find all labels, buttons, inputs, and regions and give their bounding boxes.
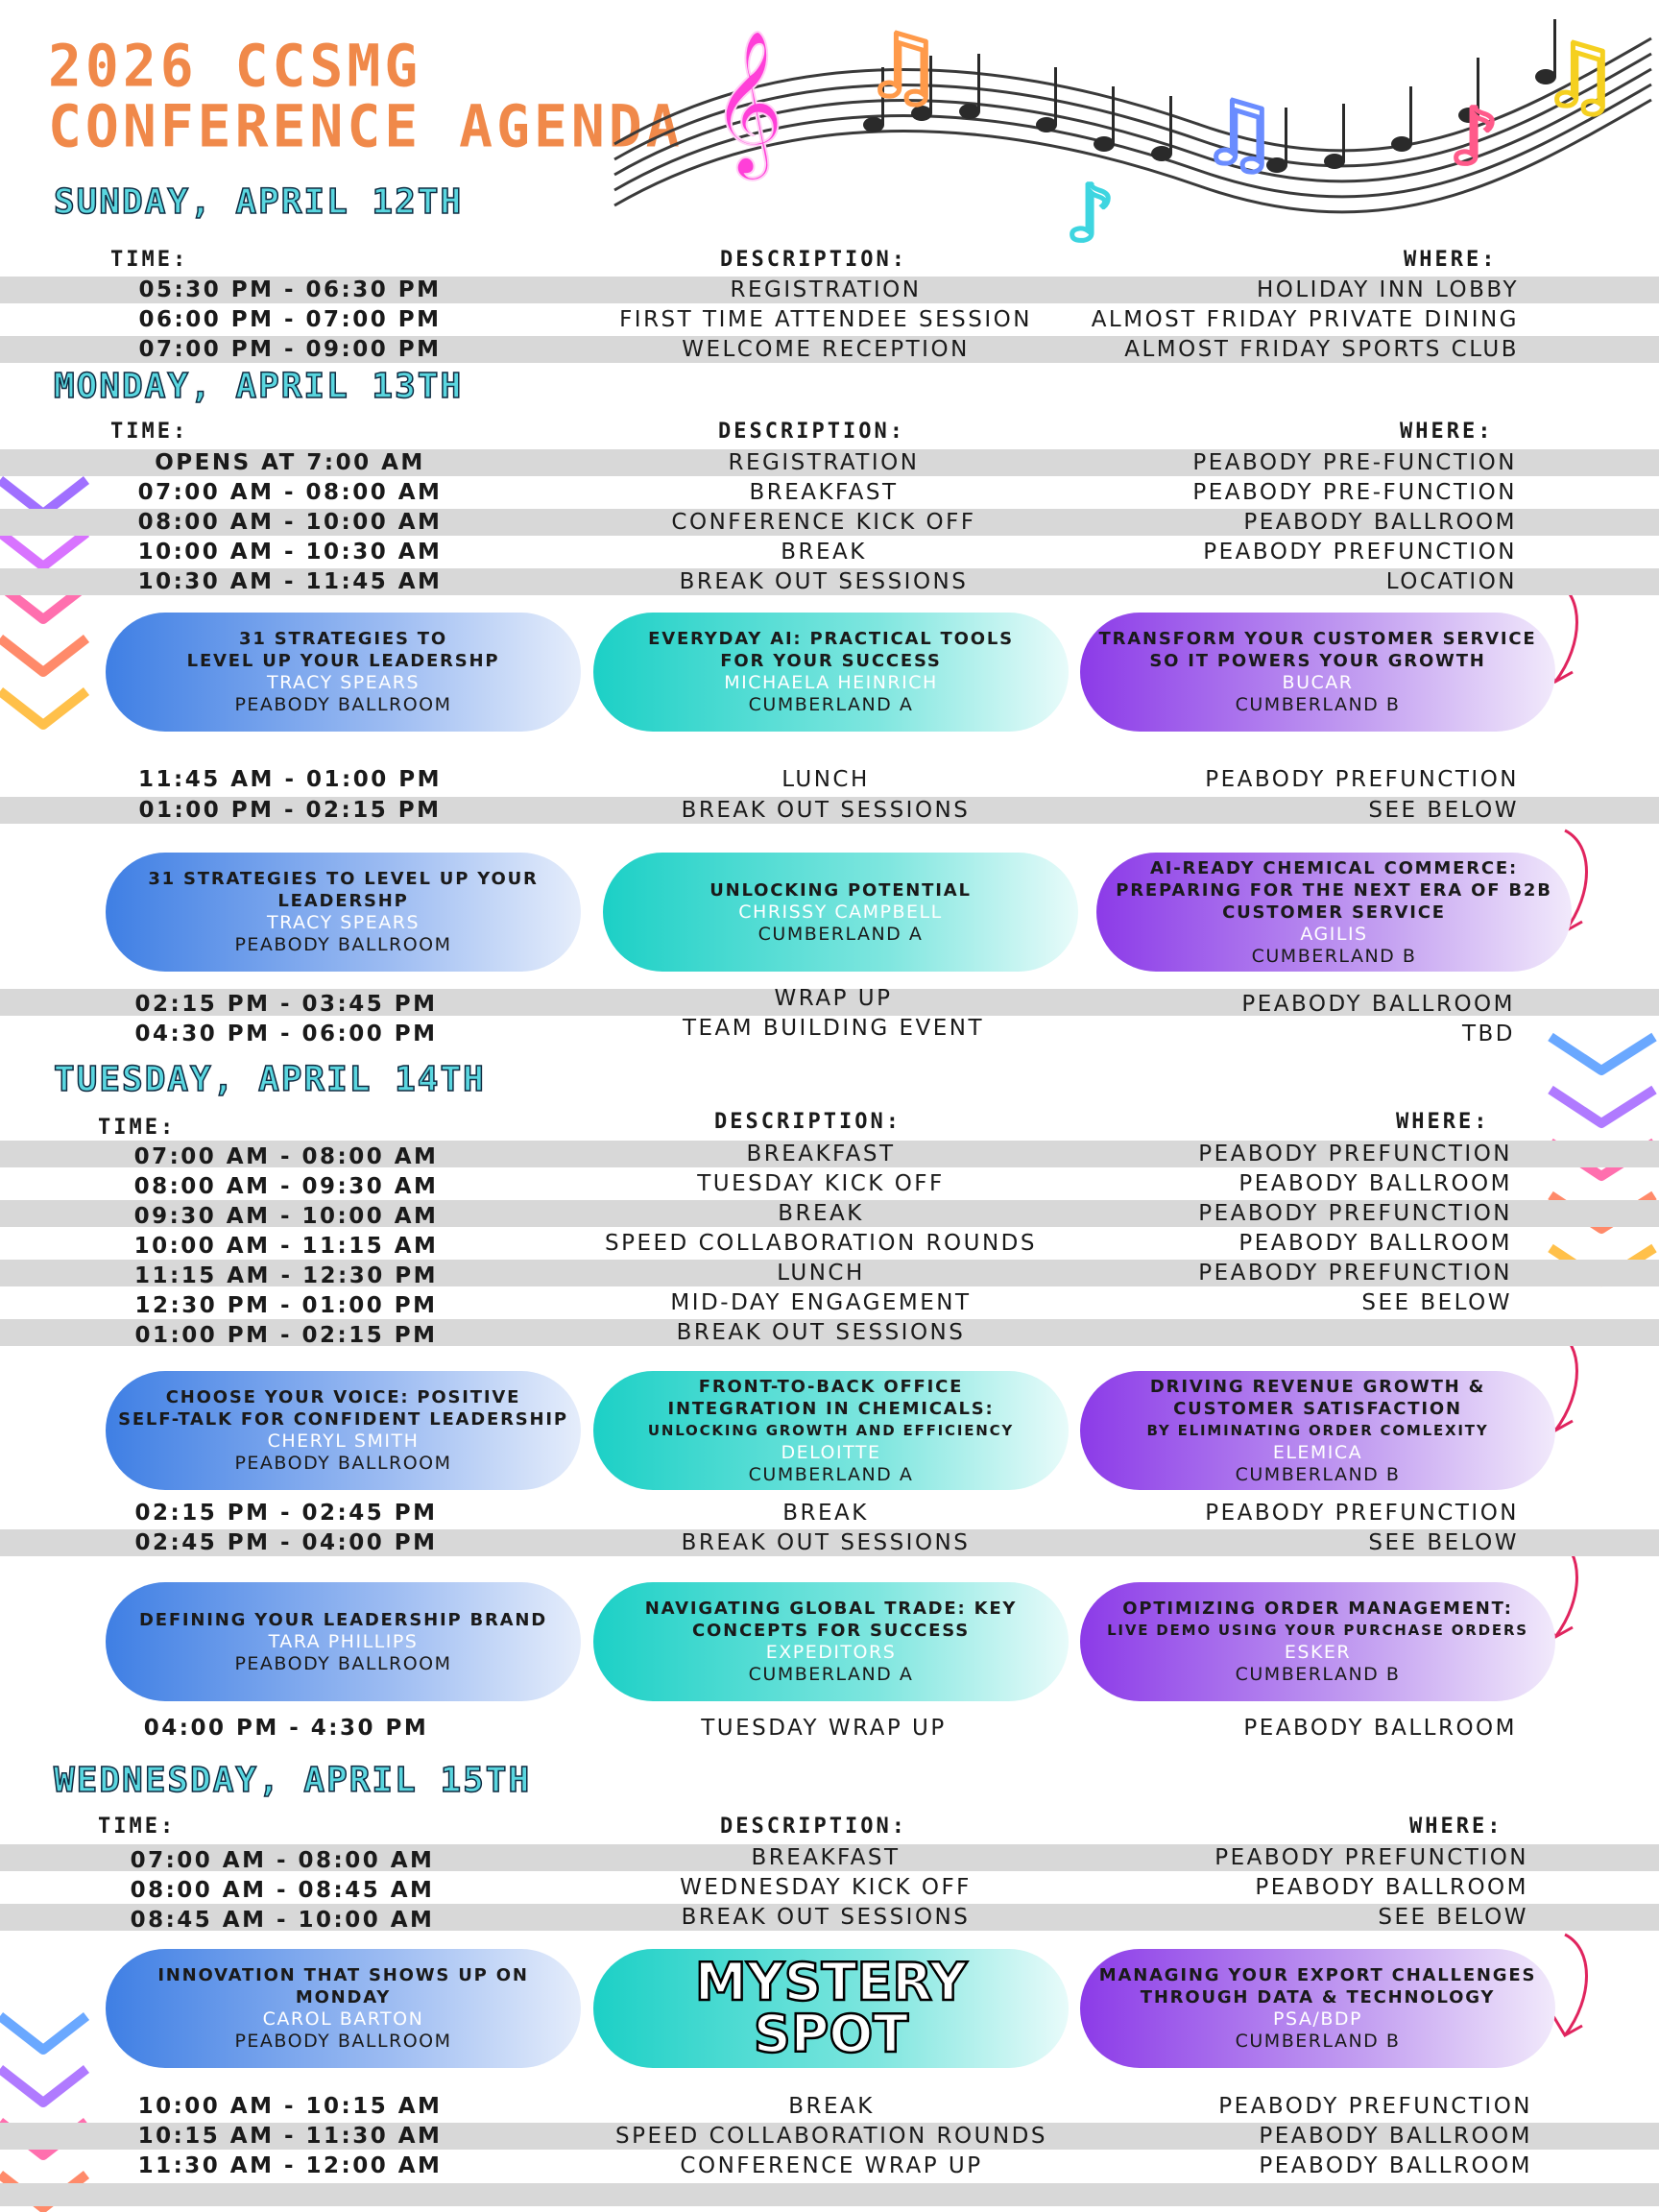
schedule-row [0,766,1659,793]
session-card [1080,1371,1555,1490]
row-description: WRAP UP [774,986,893,1011]
time-header: TIME: [98,1815,177,1839]
row-where: PEABODY BALLROOM [1243,1716,1517,1741]
session-room: CUMBERLAND B [1235,2031,1401,2052]
svg-text:♫: ♫ [864,16,942,117]
schedule-row [0,1289,1659,1316]
row-where: TBD [1461,1022,1515,1046]
row-time: 10:15 AM - 11:30 AM [137,2124,443,2149]
session-subtitle: BY ELIMINATING ORDER COMLEXITY [1146,1421,1489,1439]
schedule-row [0,2093,1659,2120]
session-title: LEADERSHP [277,891,409,911]
row-where: PEABODY PRE-FUNCTION [1192,480,1517,505]
row-description: BREAK [778,1201,864,1226]
row-description: BREAK OUT SESSIONS [679,569,969,594]
row-description: CONFERENCE KICK OFF [671,510,976,535]
session-room: CUMBERLAND B [1235,694,1401,715]
session-speaker: TRACY SPEARS [266,672,421,693]
row-where: SEE BELOW [1368,1530,1519,1555]
schedule-row-empty [0,2183,1659,2206]
row-where: PEABODY PREFUNCTION [1203,540,1517,565]
page-title [48,31,684,161]
session-title: MONDAY [295,1987,392,2008]
row-time: 12:30 PM - 01:00 PM [134,1293,438,1318]
session-title: FOR YOUR SUCCESS [720,651,942,671]
schedule-row [0,568,1659,595]
session-speaker: MICHAELA HEINRICH [724,672,938,693]
session-speaker: BUCAR [1282,672,1354,693]
row-time: 05:30 PM - 06:30 PM [138,277,442,302]
row-where: PEABODY PRE-FUNCTION [1192,450,1517,475]
schedule-row [0,2123,1659,2150]
row-where: PEABODY PREFUNCTION [1205,767,1519,792]
row-description: BREAK OUT SESSIONS [681,1530,971,1555]
title-line-2: CONFERENCE AGENDA [48,91,684,161]
session-room: CUMBERLAND B [1235,1463,1401,1485]
session-room: CUMBERLAND A [748,1463,914,1485]
schedule-row [0,509,1659,536]
session-title: THROUGH DATA & TECHNOLOGY [1140,1987,1496,2008]
row-where: PEABODY BALLROOM [1238,1231,1512,1256]
session-room: CUMBERLAND A [748,1664,914,1685]
where-header: WHERE: [1396,1110,1490,1134]
where-header: WHERE: [1409,1815,1503,1839]
session-speaker: EXPEDITORS [765,1642,897,1663]
row-time: 10:00 AM - 11:15 AM [133,1234,439,1259]
row-description: TEAM BUILDING EVENT [682,1016,985,1041]
mystery-spot-card [593,1949,1069,2068]
row-where: PEABODY BALLROOM [1259,2124,1532,2149]
schedule-row [0,336,1659,363]
row-where: PEABODY BALLROOM [1241,992,1515,1017]
mystery-spot-line-2: SPOT [753,2004,909,2064]
row-time: 02:15 PM - 02:45 PM [134,1501,438,1526]
schedule-row [0,449,1659,476]
schedule-row [0,1319,1659,1346]
session-card [593,1582,1069,1701]
session-room: PEABODY BALLROOM [234,1453,452,1474]
title-line-1: 2026 CCSMG [48,31,422,101]
row-time: 11:45 AM - 01:00 PM [138,767,442,792]
row-description: FIRST TIME ATTENDEE SESSION [619,307,1032,332]
svg-text:♪: ♪ [1450,92,1500,181]
row-where: PEABODY BALLROOM [1238,1171,1512,1196]
row-description: CONFERENCE WRAP UP [680,2153,983,2178]
row-time: 10:00 AM - 10:15 AM [137,2094,443,2119]
row-where: PEABODY PREFUNCTION [1198,1142,1512,1166]
row-time: 10:30 AM - 11:45 AM [137,569,443,594]
session-title: 31 STRATEGIES TO [239,629,447,649]
session-room: PEABODY BALLROOM [234,934,452,955]
schedule-row [0,1141,1659,1167]
session-card [106,613,581,732]
schedule-row [0,1844,1659,1871]
row-time: 11:15 AM - 12:30 PM [134,1263,438,1288]
session-speaker: CHRISSY CAMPBELL [738,901,943,923]
row-description: BREAK [788,2094,875,2119]
schedule-row [0,539,1659,565]
row-description: SPEED COLLABORATION ROUNDS [605,1231,1037,1256]
session-title: DRIVING REVENUE GROWTH & [1149,1376,1486,1397]
music-staff-decoration [605,0,1659,250]
session-subtitle: LIVE DEMO USING YOUR PURCHASE ORDERS [1107,1622,1528,1639]
session-title: INNOVATION THAT SHOWS UP ON [157,1965,529,1985]
row-where: SEE BELOW [1378,1905,1528,1930]
session-room: PEABODY BALLROOM [234,1652,452,1674]
session-card [603,853,1078,972]
session-speaker: ESKER [1284,1642,1352,1663]
session-title: SELF-TALK FOR CONFIDENT LEADERSHIP [118,1409,568,1430]
row-time: 08:00 AM - 09:30 AM [133,1174,439,1199]
time-header: TIME: [98,1116,177,1140]
session-room: PEABODY BALLROOM [234,2031,452,2052]
svg-text:♫: ♫ [1541,26,1619,127]
row-description: BREAKFAST [751,1845,901,1870]
row-description: TUESDAY KICK OFF [697,1171,945,1196]
row-where: PEABODY PREFUNCTION [1198,1201,1512,1226]
session-card [106,1582,581,1701]
row-description: SPEED COLLABORATION ROUNDS [615,2124,1047,2149]
session-title: EVERYDAY AI: PRACTICAL TOOLS [648,629,1014,649]
session-title: CUSTOMER SATISFACTION [1173,1398,1462,1419]
row-time: 04:30 PM - 06:00 PM [134,1022,438,1046]
session-card [106,1949,581,2068]
session-card [593,613,1069,732]
schedule-row [0,1874,1659,1901]
session-speaker: ELEMICA [1272,1441,1363,1463]
row-time: 07:00 AM - 08:00 AM [130,1848,435,1873]
schedule-row [0,797,1659,824]
description-header: DESCRIPTION: [720,1815,907,1839]
session-title: INTEGRATION IN CHEMICALS: [667,1398,995,1419]
row-where: PEABODY BALLROOM [1243,510,1517,535]
row-description: REGISTRATION [730,277,922,302]
row-description: BREAK OUT SESSIONS [681,798,971,823]
schedule-row [0,1200,1659,1227]
session-card [106,853,581,972]
treble-clef-icon: 𝄞 [710,28,784,174]
session-speaker: PSA/BDP [1273,2008,1362,2030]
session-title: TRANSFORM YOUR CUSTOMER SERVICE [1098,629,1537,649]
row-time: 09:30 AM - 10:00 AM [133,1204,439,1229]
day-heading-tuesday: TUESDAY, APRIL 14TH [54,1060,486,1099]
row-time: 11:30 AM - 12:00 AM [137,2153,443,2178]
session-card [1096,853,1572,972]
session-title: DEFINING YOUR LEADERSHIP BRAND [138,1609,548,1630]
row-description: REGISTRATION [728,450,920,475]
session-card [1080,1949,1555,2068]
row-where: HOLIDAY INN LOBBY [1256,277,1519,302]
session-title: PREPARING FOR THE NEXT ERA OF B2B [1116,879,1552,901]
row-description: BREAK OUT SESSIONS [681,1905,971,1930]
row-where: SEE BELOW [1368,798,1519,823]
session-card [1080,613,1555,732]
session-title: UNLOCKING POTENTIAL [709,879,972,901]
schedule-row [0,2152,1659,2179]
schedule-row [0,1016,1659,1046]
session-speaker: TRACY SPEARS [266,912,421,933]
session-room: CUMBERLAND A [748,694,914,715]
schedule-row [0,1715,1659,1742]
mystery-spot-line-1: MYSTERY [694,1952,968,2012]
session-speaker: CAROL BARTON [262,2008,424,2030]
session-speaker: DELOITTE [781,1441,881,1463]
row-time: 07:00 PM - 09:00 PM [138,337,442,362]
description-header: DESCRIPTION: [714,1110,902,1134]
session-title: SO IT POWERS YOUR GROWTH [1149,651,1486,671]
row-time: 02:15 PM - 03:45 PM [134,992,438,1017]
row-time: OPENS AT 7:00 AM [155,450,425,475]
session-room: CUMBERLAND A [757,923,924,945]
row-time: 08:00 AM - 10:00 AM [137,510,443,535]
session-card [1080,1582,1555,1701]
row-time: 01:00 PM - 02:15 PM [138,798,442,823]
row-where: PEABODY PREFUNCTION [1214,1845,1528,1870]
row-where: PEABODY PREFUNCTION [1198,1261,1512,1286]
description-header: DESCRIPTION: [718,420,905,444]
row-time: 08:00 AM - 08:45 AM [130,1878,435,1903]
row-time: 07:00 AM - 08:00 AM [137,480,443,505]
row-description: BREAKFAST [749,480,899,505]
schedule-row [0,479,1659,506]
row-description: LUNCH [781,767,870,792]
row-description: BREAK [782,1501,869,1526]
session-title: CUSTOMER SERVICE [1222,902,1446,923]
where-header: WHERE: [1404,248,1498,272]
session-title: 31 STRATEGIES TO LEVEL UP YOUR [148,869,539,889]
row-where: PEABODY PREFUNCTION [1205,1501,1519,1526]
row-description: BREAK [781,540,867,565]
session-card [593,1371,1069,1490]
session-title: AI-READY CHEMICAL COMMERCE: [1150,857,1518,878]
day-heading-wednesday: WEDNESDAY, APRIL 15TH [54,1761,532,1800]
session-title: OPTIMIZING ORDER MANAGEMENT: [1122,1599,1513,1619]
row-where: PEABODY BALLROOM [1259,2153,1532,2178]
row-time: 10:00 AM - 10:30 AM [137,540,443,565]
svg-text:♫: ♫ [1200,84,1278,184]
schedule-row [0,1260,1659,1286]
session-speaker: TARA PHILLIPS [268,1630,419,1652]
session-room: PEABODY BALLROOM [234,694,452,715]
row-description: BREAK OUT SESSIONS [676,1320,966,1345]
svg-text:♪: ♪ [1066,169,1116,250]
row-time: 07:00 AM - 08:00 AM [133,1144,439,1169]
session-room: CUMBERLAND B [1251,945,1417,967]
session-speaker: CHERYL SMITH [267,1431,420,1452]
row-where: PEABODY BALLROOM [1255,1875,1528,1900]
row-time: 06:00 PM - 07:00 PM [138,307,442,332]
day-heading-sunday: SUNDAY, APRIL 12TH [54,182,464,222]
schedule-row [0,1904,1659,1931]
session-title: CONCEPTS FOR SUCCESS [692,1621,970,1641]
row-time: 02:45 PM - 04:00 PM [134,1530,438,1555]
schedule-row [0,986,1659,1017]
schedule-row [0,1529,1659,1556]
session-room: CUMBERLAND B [1235,1664,1401,1685]
row-description: TUESDAY WRAP UP [701,1716,947,1741]
row-time: 08:45 AM - 10:00 AM [130,1908,435,1933]
row-where: LOCATION [1385,569,1517,594]
session-title: NAVIGATING GLOBAL TRADE: KEY [644,1599,1018,1619]
row-where: ALMOST FRIDAY PRIVATE DINING [1091,307,1519,332]
session-card [106,1371,581,1490]
session-title: FRONT-TO-BACK OFFICE [698,1376,964,1397]
description-header: DESCRIPTION: [720,248,907,272]
row-where: SEE BELOW [1361,1290,1512,1315]
session-title: MANAGING YOUR EXPORT CHALLENGES [1098,1965,1537,1985]
session-title: CHOOSE YOUR VOICE: POSITIVE [165,1387,521,1407]
row-description: MID-DAY ENGAGEMENT [670,1290,972,1315]
time-header: TIME: [110,420,189,444]
schedule-row [0,1170,1659,1197]
row-where: PEABODY PREFUNCTION [1218,2094,1532,2119]
schedule-row [0,306,1659,333]
row-description: WEDNESDAY KICK OFF [680,1875,972,1900]
session-speaker: AGILIS [1300,923,1368,945]
row-time: 01:00 PM - 02:15 PM [134,1323,438,1348]
time-header: TIME: [110,248,189,272]
session-subtitle: UNLOCKING GROWTH AND EFFICIENCY [647,1421,1015,1439]
schedule-row [0,1500,1659,1527]
session-title: LEVEL UP YOUR LEADERSHP [186,651,500,671]
row-time: 04:00 PM - 4:30 PM [143,1716,429,1741]
row-description: WELCOME RECEPTION [682,337,970,362]
row-description: LUNCH [777,1261,865,1286]
schedule-row [0,1230,1659,1257]
where-header: WHERE: [1400,420,1494,444]
row-where: ALMOST FRIDAY SPORTS CLUB [1124,337,1519,362]
schedule-row [0,276,1659,303]
day-heading-monday: MONDAY, APRIL 13TH [54,367,464,406]
row-description: BREAKFAST [746,1142,896,1166]
